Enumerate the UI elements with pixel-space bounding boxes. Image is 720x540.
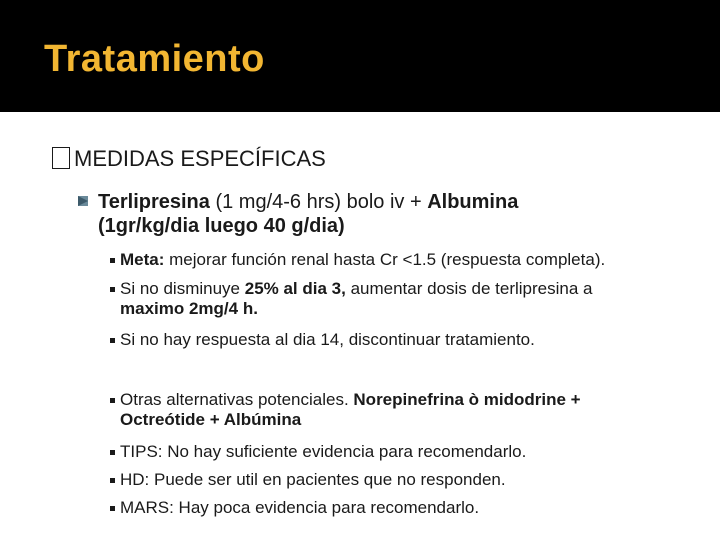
item-text-pre: Si no disminuye [120, 279, 245, 298]
item-bold: Meta: [120, 250, 165, 269]
slide-title: Tratamiento [44, 38, 265, 80]
main-bullet-text [98, 190, 638, 238]
bullet-icon [110, 338, 115, 343]
albumin-dose: (1gr/kg/dia luego 40 g/dia) [98, 215, 345, 237]
item-line2: maximo 2mg/4 h. [120, 299, 258, 318]
drug-name: Terlipresina [98, 191, 210, 213]
dose-text: (1 mg/4-6 hrs) bolo iv + [209, 191, 428, 213]
item-line2: Octreótide + Albúmina [120, 410, 302, 429]
item-text: HD: Puede ser util en pacientes que no responden. [120, 470, 506, 489]
item-bold: Norepinefrina ò midodrine + [353, 390, 581, 409]
item-bold: 25% al dia 3, [244, 279, 346, 298]
albumin-label: Albumina [427, 191, 519, 213]
item-text: MARS: Hay poca evidencia para recomendarlo. [120, 498, 480, 517]
title-bar [0, 0, 720, 112]
item-text: Otras alternativas potenciales. [120, 390, 354, 409]
bullet-icon [110, 506, 115, 511]
bullet-icon [110, 478, 115, 483]
bullet-icon [110, 287, 115, 292]
section-heading-text: MEDIDAS ESPECÍFICAS [74, 146, 326, 171]
bullet-icon [110, 450, 115, 455]
bullet-icon [110, 258, 115, 263]
item-text: aumentar dosis de terlipresina a [345, 279, 593, 298]
bullet-icon [110, 398, 115, 403]
item-text: TIPS: No hay suficiente evidencia para recomendarlo. [120, 442, 527, 461]
replacement-box-icon [52, 147, 70, 169]
item-text: Si no hay respuesta al dia 14, discontinuar tratamiento. [120, 330, 535, 349]
square-bullet-icon [78, 196, 88, 206]
item-text: mejorar función renal hasta Cr <1.5 (respuesta completa). [164, 250, 606, 269]
section-heading [52, 146, 326, 172]
